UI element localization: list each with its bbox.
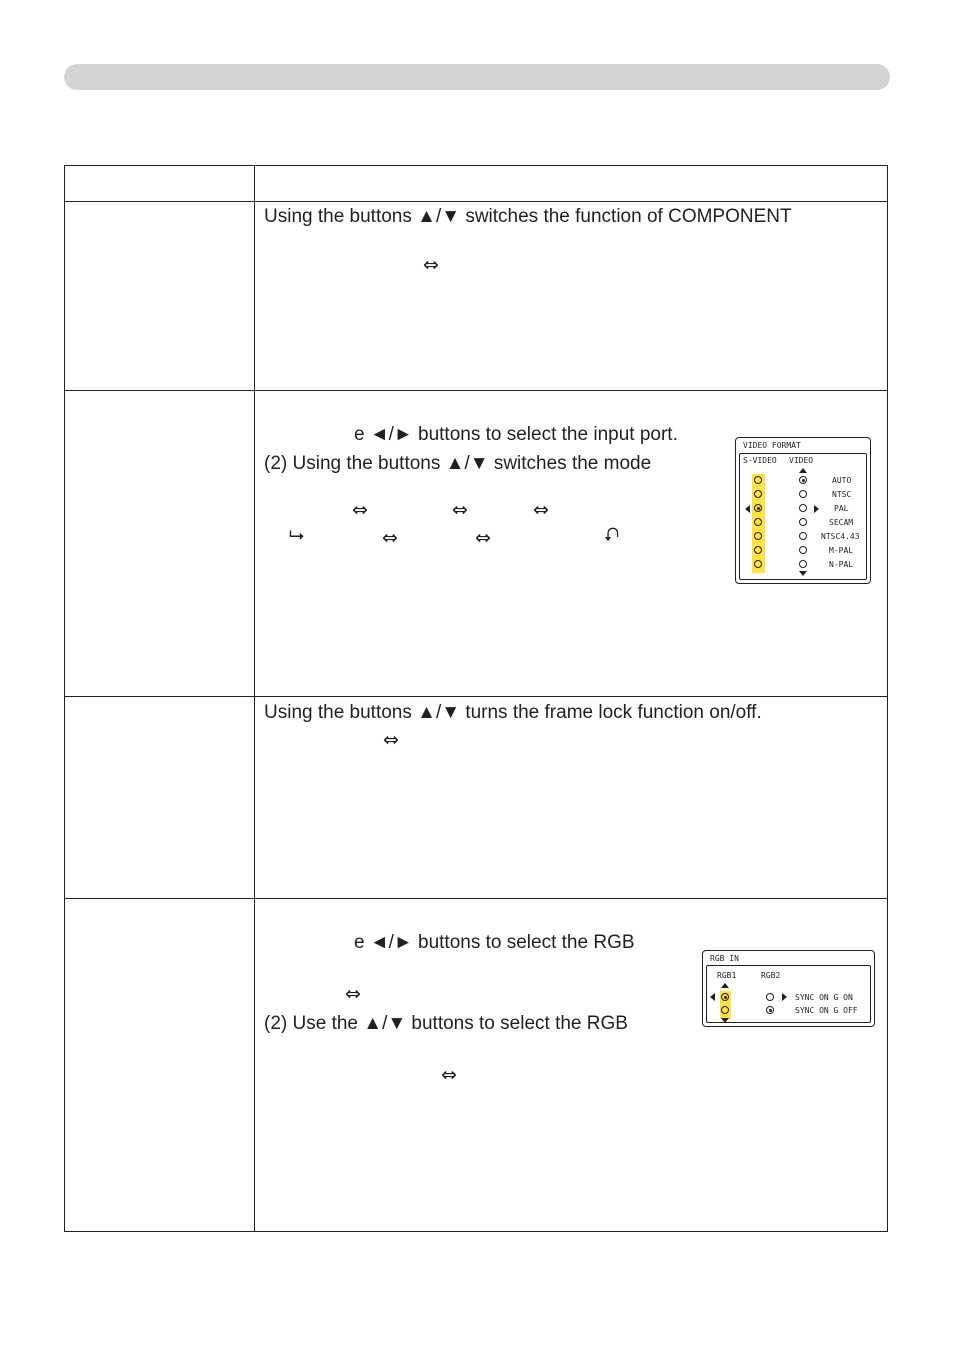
header-row-divider <box>65 201 887 202</box>
cursor-left-icon <box>710 993 715 1001</box>
cursor-right-icon <box>782 993 787 1001</box>
rgb1-radio-selected[interactable] <box>721 993 729 1001</box>
option-npal: N-PAL <box>829 560 854 569</box>
cursor-right-icon <box>814 505 819 513</box>
svideo-column-label: S-VIDEO <box>743 456 777 465</box>
video-format-menu <box>735 437 871 584</box>
option-ntsc443: NTSC4.43 <box>821 532 860 541</box>
cursor-left-icon <box>745 505 750 513</box>
toggle-arrow-icon: ⇔ <box>452 499 468 521</box>
option-sync-on-g-on: SYNC ON G ON <box>795 993 853 1002</box>
rgb2-column-label: RGB2 <box>761 971 781 980</box>
svideo-radio[interactable] <box>754 532 762 540</box>
video-radio[interactable] <box>799 532 807 540</box>
svideo-radio[interactable] <box>754 476 762 484</box>
row-divider-1 <box>65 390 887 391</box>
menu-title: RGB IN <box>710 954 739 963</box>
loop-start-arrow-icon: ⮡ <box>289 524 305 546</box>
settings-table <box>64 165 888 1232</box>
toggle-arrow-icon: ⇔ <box>352 499 368 521</box>
svideo-radio[interactable] <box>754 518 762 526</box>
menu-title: VIDEO FORMAT <box>743 441 801 450</box>
video-format-step1: e ◄/► buttons to select the input port. <box>354 424 678 445</box>
video-format-step2: (2) Using the buttons ▲/▼ switches the mode <box>264 453 652 474</box>
video-radio-selected[interactable] <box>799 476 807 484</box>
option-ntsc: NTSC <box>832 490 852 499</box>
video-radio[interactable] <box>799 546 807 554</box>
option-mpal: M-PAL <box>829 546 854 555</box>
scroll-up-icon[interactable] <box>721 983 729 988</box>
svideo-radio[interactable] <box>754 490 762 498</box>
svideo-radio[interactable] <box>754 560 762 568</box>
loop-end-arrow-icon: ⮏ <box>604 524 620 546</box>
scroll-down-icon[interactable] <box>721 1018 729 1023</box>
option-pal: PAL <box>834 504 849 513</box>
toggle-arrow-icon: ⇔ <box>345 983 361 1005</box>
rgb-in-step2: (2) Use the ▲/▼ buttons to select the RGB <box>264 1013 628 1034</box>
component-description: Using the buttons ▲/▼ switches the function of COMPONENT <box>264 206 792 227</box>
toggle-arrow-icon: ⇔ <box>383 729 399 751</box>
toggle-arrow-icon: ⇔ <box>441 1064 457 1086</box>
video-radio[interactable] <box>799 490 807 498</box>
scroll-down-icon[interactable] <box>799 571 807 576</box>
column-divider <box>254 166 255 1231</box>
rgb2-radio[interactable] <box>766 993 774 1001</box>
row-divider-3 <box>65 898 887 899</box>
svideo-radio[interactable] <box>754 546 762 554</box>
svideo-radio-selected[interactable] <box>754 504 762 512</box>
video-radio[interactable] <box>799 560 807 568</box>
toggle-arrow-icon: ⇔ <box>382 527 398 549</box>
toggle-arrow-icon: ⇔ <box>475 527 491 549</box>
rgb1-radio[interactable] <box>721 1006 729 1014</box>
video-column-label: VIDEO <box>789 456 814 465</box>
rgb2-radio-selected[interactable] <box>766 1006 774 1014</box>
scroll-up-icon[interactable] <box>799 468 807 473</box>
video-radio[interactable] <box>799 504 807 512</box>
row-divider-2 <box>65 696 887 697</box>
section-header-bar <box>64 64 890 90</box>
toggle-arrow-icon: ⇔ <box>423 254 439 276</box>
option-sync-on-g-off: SYNC ON G OFF <box>795 1006 858 1015</box>
rgb-in-menu <box>702 950 875 1027</box>
video-radio[interactable] <box>799 518 807 526</box>
frame-lock-description: Using the buttons ▲/▼ turns the frame lock function on/off. <box>264 702 762 723</box>
option-auto: AUTO <box>832 476 852 485</box>
toggle-arrow-icon: ⇔ <box>533 499 549 521</box>
rgb-in-step1: e ◄/► buttons to select the RGB <box>354 932 635 953</box>
option-secam: SECAM <box>829 518 854 527</box>
rgb1-column-label: RGB1 <box>717 971 737 980</box>
